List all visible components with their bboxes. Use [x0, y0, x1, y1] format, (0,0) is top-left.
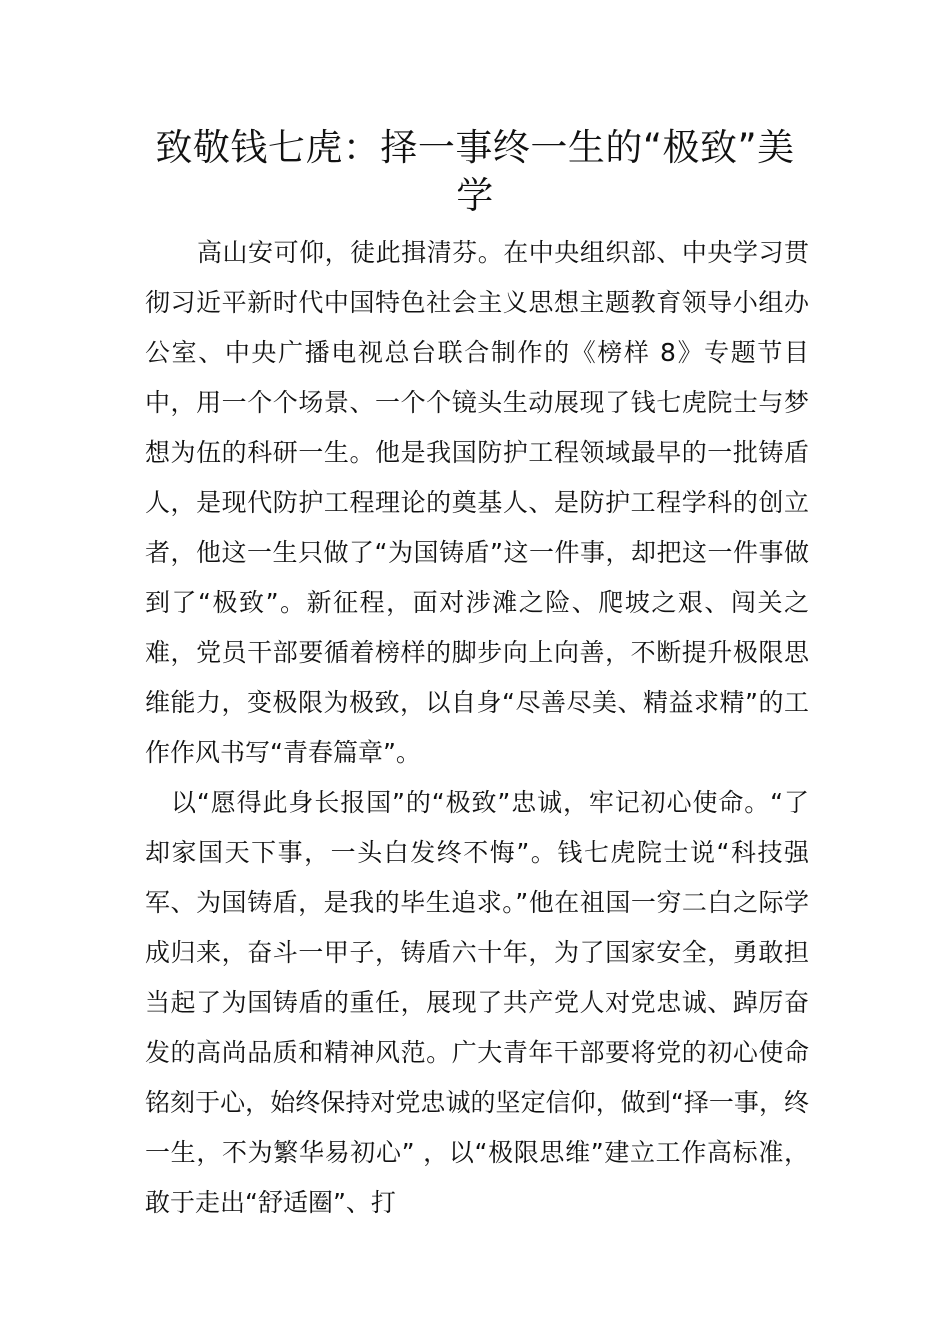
document-body: [145, 228, 809, 1228]
body-paragraph-2: 以“愿得此身长报国”的“极致”忠诚，牢记初心使命。“了却家国天下事，一头白发终不悔”。钱七虎院士说“科技强军、为国铸盾，是我的毕生追求。”他在祖国一穷二白之际学成归来，奋斗一甲子，铸盾六十年，为了国家安全，勇敢担当起了为国铸盾的重任，展现了共产党人对党忠诚、踔厉奋发的高尚品质和精神风范。广大青年干部要将党的初心使命铭刻于心，始终保持对党忠诚的坚定信仰，做到“择一事，终一生，不为繁华易初心” ，以“极限思维”建立工作高标准，敢于走出“舒适圈”、打: [145, 788, 809, 1217]
document-title: 致敬钱七虎：择一事终一生的“极致”美学: [155, 126, 795, 217]
body-paragraph-1: 高山安可仰，徒此揖清芬。在中央组织部、中央学习贯彻习近平新时代中国特色社会主义思想主题教育领导小组办公室、中央广播电视总台联合制作的《榜样 8》专题节目中，用一个个场景、一个个镜头生动展现了钱七虎院士与梦想为伍的科研一生。他是我国防护工程领域最早的一批铸盾人，是现代防护工程理论的奠基人、是防护工程学科的创立者，他这一生只做了“为国铸盾”这一件事，却把这一件事做到了“极致”。新征程，面对涉滩之险、爬坡之艰、闯关之难，党员干部要循着榜样的脚步向上向善，不断提升极限思维能力，变极限为极致，以自身“尽善尽美、精益求精”的工作作风书写“青春篇章”。: [145, 238, 809, 767]
